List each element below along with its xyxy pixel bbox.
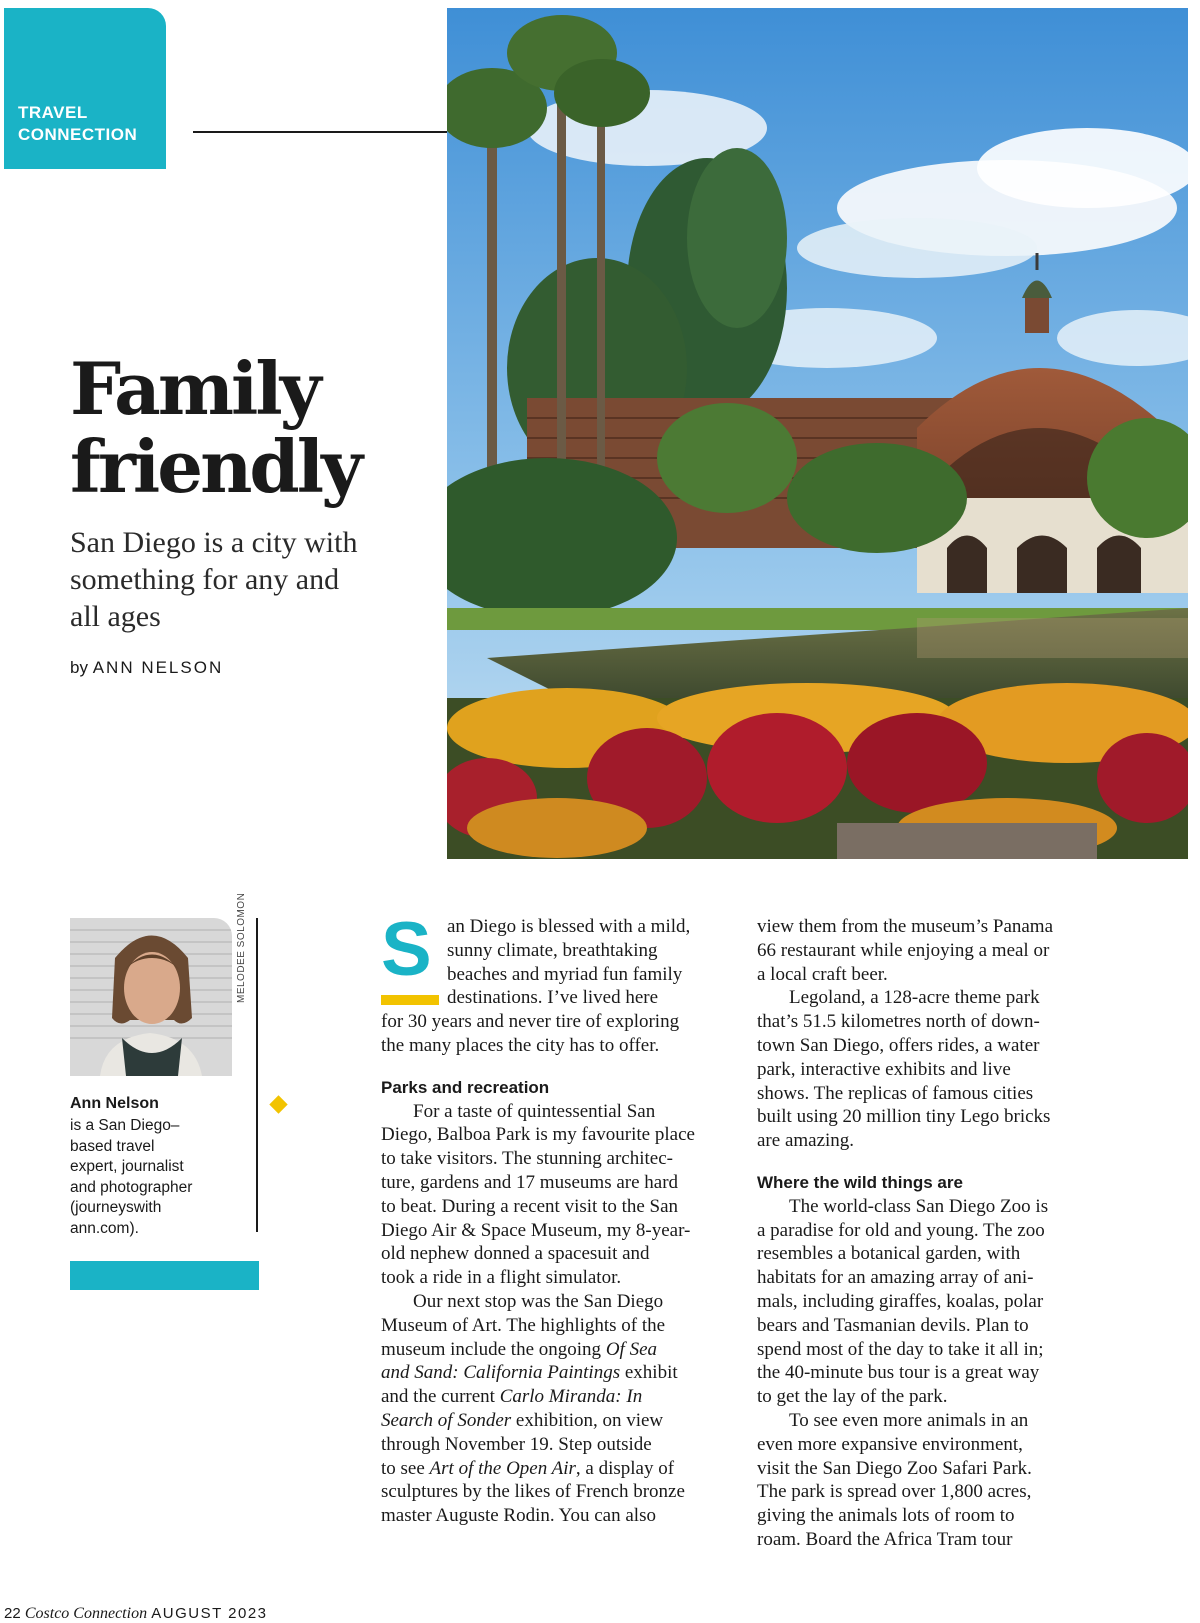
dek: San Diego is a city with something for any and all ages	[70, 526, 358, 633]
body-line: park, interactive exhibits and live	[757, 1058, 1011, 1080]
body-line: shows. The replicas of famous cities	[757, 1082, 1034, 1104]
body-column-2	[757, 915, 1107, 1552]
page-folio	[4, 1605, 268, 1623]
body-line: To see even more animals in an	[789, 1409, 1029, 1431]
body-line: Diego Air & Space Museum, my 8-year-	[381, 1219, 691, 1241]
body-line: habitats for an amazing array of ani-	[757, 1267, 1034, 1289]
body-line: a paradise for old and young. The zoo	[757, 1219, 1045, 1241]
body-line: ture, gardens and 17 museums are hard	[381, 1171, 679, 1193]
body-line: a local craft beer.	[757, 963, 888, 985]
body-line: sculptures by the likes of French bronze	[381, 1481, 685, 1503]
body-line: to get the lay of the park.	[757, 1386, 948, 1408]
author-name: Ann Nelson	[70, 1095, 159, 1112]
subhead-parks: Parks and recreation	[381, 1077, 550, 1097]
body-line: town San Diego, offers rides, a water	[757, 1034, 1040, 1056]
header-rule	[193, 131, 448, 133]
issue-date: AUGUST 2023	[151, 1605, 268, 1622]
body-line: beaches and myriad fun family	[447, 963, 683, 985]
body-line: even more expansive environment,	[757, 1433, 1023, 1455]
diamond-icon	[269, 1095, 287, 1113]
italic-title: and Sand: California Paintings	[381, 1362, 621, 1384]
body-line: sunny climate, breathtaking	[447, 939, 658, 961]
body-line: Search of Sonder exhibition, on view	[381, 1409, 664, 1431]
body-line: old nephew donned a spacesuit and	[381, 1243, 650, 1265]
body-line: built using 20 million tiny Lego bricks	[757, 1106, 1051, 1128]
sidebar-rule	[256, 918, 258, 1232]
section-tag	[4, 8, 166, 169]
body-line: and the current Carlo Miranda: In	[381, 1386, 643, 1408]
body-line: master Auguste Rodin. You can also	[381, 1505, 656, 1527]
body-line: spend most of the day to take it all in;	[757, 1338, 1044, 1360]
hero-photo	[447, 8, 1188, 859]
body-line: and Sand: California Paintings exhibit	[381, 1362, 678, 1384]
italic-title: Art of the Open Air	[429, 1457, 576, 1479]
publication-name: Costco Connection	[24, 1605, 148, 1622]
headline: Family friendly	[70, 346, 360, 509]
body-line: took a ride in a flight simulator.	[381, 1267, 622, 1289]
body-line: Diego, Balboa Park is my favourite place	[381, 1124, 695, 1146]
author-photo	[70, 918, 232, 1076]
body-line: For a taste of quintessential San	[413, 1100, 656, 1122]
page-number: 22	[4, 1605, 21, 1622]
body-line: resembles a botanical garden, with	[757, 1243, 1021, 1265]
body-line: The park is spread over 1,800 acres,	[757, 1481, 1032, 1503]
author-bio: is a San Diego– based travel expert, journalist and photographer (journeyswith ann.com).	[70, 1117, 193, 1237]
body-line: destinations. I’ve lived here	[447, 987, 659, 1009]
body-line: Our next stop was the San Diego	[413, 1290, 664, 1312]
body-line: through November 19. Step outside	[381, 1433, 652, 1455]
body-line: the 40-minute bus tour is a great way	[757, 1362, 1040, 1384]
body-line: to see Art of the Open Air, a display of	[381, 1457, 675, 1479]
body-line: giving the animals lots of room to	[757, 1505, 1015, 1527]
section-tag-label: TRAVEL CONNECTION	[18, 103, 138, 144]
italic-title: Search of Sonder	[381, 1409, 512, 1431]
body-line: visit the San Diego Zoo Safari Park.	[757, 1457, 1032, 1479]
body-line: Museum of Art. The highlights of the	[381, 1314, 666, 1336]
body-line: mals, including giraffes, koalas, polar	[757, 1290, 1044, 1312]
body-line: museum include the ongoing Of Sea	[381, 1338, 657, 1360]
body-line: are amazing.	[757, 1130, 855, 1152]
body-line: that’s 51.5 kilometres north of down-	[757, 1011, 1040, 1033]
body-line: roam. Board the Africa Tram tour	[757, 1528, 1013, 1550]
body-line: to take visitors. The stunning architec-	[381, 1148, 673, 1170]
drop-cap: S	[381, 907, 432, 992]
body-line: bears and Tasmanian devils. Plan to	[757, 1314, 1029, 1336]
body-line: for 30 years and never tire of exploring	[381, 1011, 680, 1033]
body-column-1	[381, 915, 731, 1528]
body-line: The world-class San Diego Zoo is	[789, 1195, 1049, 1217]
body-line: the many places the city has to offer.	[381, 1034, 660, 1056]
body-line: 66 restaurant while enjoying a meal or	[757, 939, 1050, 961]
sidebar-accent-bar	[70, 1261, 259, 1290]
body-line: Legoland, a 128-acre theme park	[789, 987, 1040, 1009]
body-line: an Diego is blessed with a mild,	[447, 916, 691, 937]
italic-title: Of Sea	[605, 1338, 657, 1360]
byline: by ANN NELSON	[70, 658, 224, 677]
photo-credit: MELODEE SOLOMON	[236, 892, 247, 1003]
italic-title: Carlo Miranda: In	[499, 1386, 643, 1408]
byline-author: ANN NELSON	[92, 658, 224, 677]
body-line: to beat. During a recent visit to the San	[381, 1195, 679, 1217]
body-line: view them from the museum’s Panama	[757, 916, 1054, 937]
subhead-wild-things: Where the wild things are	[757, 1172, 963, 1192]
